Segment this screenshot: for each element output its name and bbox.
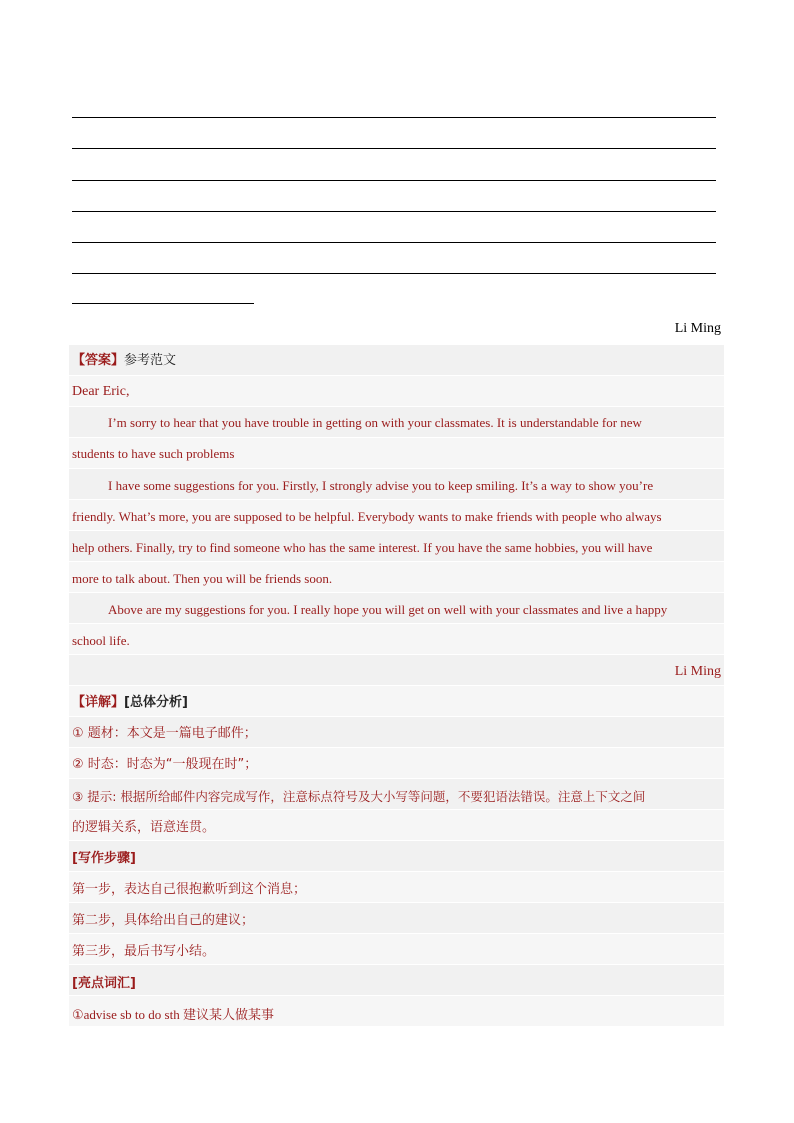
letter-salutation: Dear Eric,	[72, 384, 130, 399]
vocab-text: advise sb to do sth 建议某人做某事	[83, 1007, 274, 1022]
letter-paragraph-line: more to talk about. Then you will be friends soon.	[72, 571, 333, 586]
analysis-item	[72, 726, 257, 742]
item-text: 提示: 根据所给邮件内容完成写作，注意标点符号及大小写等问题，不要犯语法错误。注意上下文之间	[83, 789, 646, 804]
letter-paragraph-line: students to have such problems	[72, 446, 235, 461]
writing-steps-title: [写作步骤]	[72, 851, 136, 866]
analysis-item	[72, 757, 257, 773]
item-number: ③	[72, 789, 84, 804]
writing-line	[72, 242, 716, 243]
highlight-vocab-title: [亮点词汇]	[72, 976, 136, 991]
writing-line-short	[72, 303, 254, 304]
letter-paragraph-line: I’m sorry to hear that you have trouble in getting on with your classmates. It is understandable for new	[108, 415, 642, 430]
item-text: 题材：本文是一篇电子邮件；	[83, 726, 257, 741]
letter-paragraph-line: friendly. What’s more, you are supposed to be helpful. Everybody wants to make friends with people who always	[72, 509, 662, 524]
item-text: 时态：时态为“一般现在时”；	[83, 757, 258, 772]
explanation-header	[72, 695, 188, 711]
letter-paragraph-line: school life.	[72, 633, 130, 648]
writing-line	[72, 148, 716, 149]
writing-step: 第二步，具体给出自己的建议；	[72, 913, 255, 928]
writing-line	[72, 211, 716, 212]
letter-signature: Li Ming	[674, 664, 721, 679]
writing-step: 第三步，最后书写小结。	[72, 944, 216, 959]
writing-line	[72, 117, 716, 118]
vocab-number: ①	[72, 1008, 84, 1023]
item-number: ①	[72, 726, 84, 741]
writing-line	[72, 180, 716, 181]
writing-signature: Li Ming	[674, 321, 721, 336]
letter-paragraph-line: help others. Finally, try to find someone who has the same interest. If you have the same hobbies, you will have	[72, 540, 653, 555]
letter-paragraph-line: Above are my suggestions for you. I really hope you will get on well with your classmates and live a happy	[108, 602, 668, 617]
letter-paragraph-line: I have some suggestions for you. Firstly, I strongly advise you to keep smiling. It’s a way to show you’re	[108, 478, 654, 493]
vocab-item	[72, 1007, 274, 1024]
analysis-item	[72, 789, 645, 805]
answer-title: 参考范文	[124, 353, 177, 368]
writing-step: 第一步，表达自己很抱歉听到这个消息；	[72, 882, 307, 897]
overall-analysis-title: [总体分析]	[124, 695, 188, 710]
answer-header	[72, 353, 176, 369]
analysis-item-continued: 的逻辑关系，语意连贯。	[72, 820, 216, 835]
writing-line	[72, 273, 716, 274]
item-number: ②	[72, 757, 84, 772]
answer-tag: 【答案】	[72, 353, 125, 368]
explanation-tag: 【详解】	[72, 695, 125, 710]
